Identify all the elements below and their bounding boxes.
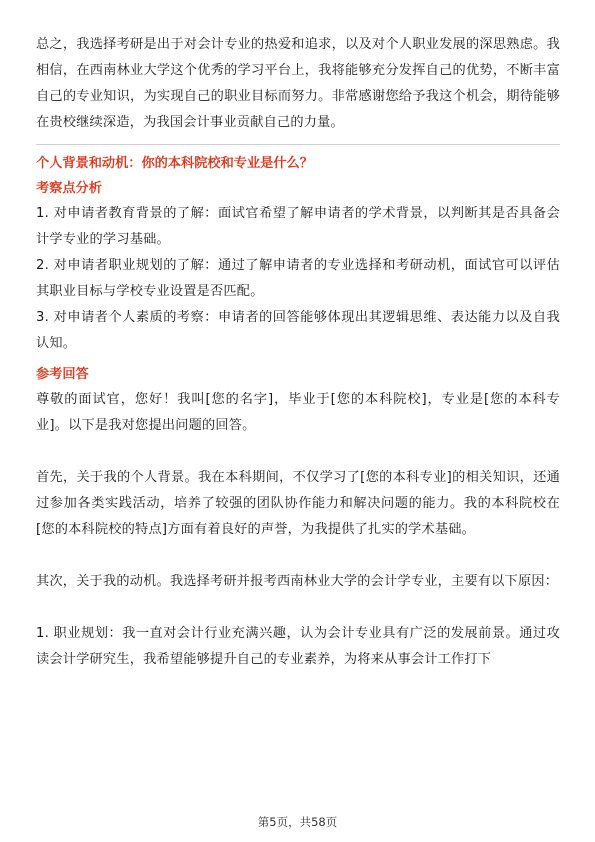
analysis-point-3: 3. 对申请者个人素质的考察：申请者的回答能够体现出其逻辑思维、表达能力以及自我认知。 bbox=[36, 310, 560, 351]
spacer bbox=[36, 543, 560, 569]
answer-paragraph-greeting: 尊敬的面试官，您好！我叫[您的名字]，毕业于[您的本科院校]，专业是[您的本科专业]。以下是我对您提出问题的回答。 bbox=[36, 392, 560, 433]
answer-paragraph-background: 首先，关于我的个人背景。我在本科期间，不仅学习了[您的本科专业]的相关知识，还通过参加各类实践活动，培养了较强的团队协作能力和解决问题的能力。我的本科院校在[您的本科院校的特点]方面有着良好的声誉，为我提供了扎实的学术基础。 bbox=[36, 470, 560, 537]
spacer bbox=[36, 595, 560, 621]
analysis-point-1: 1. 对申请者教育背景的了解：面试官希望了解申请者的学术背景，以判断其是否具备会计学专业的学习基础。 bbox=[36, 206, 560, 247]
spacer bbox=[36, 439, 560, 465]
section-divider bbox=[36, 144, 560, 145]
analysis-heading: 考察点分析 bbox=[36, 181, 102, 196]
answer-heading: 参考回答 bbox=[36, 367, 89, 382]
page-content bbox=[36, 32, 560, 673]
answer-paragraph-career-plan: 1. 职业规划：我一直对会计行业充满兴趣，认为会计专业具有广泛的发展前景。通过攻读会计学研究生，我希望能够提升自己的专业素养，为将来从事会计工作打下 bbox=[36, 626, 560, 667]
answer-paragraph-motivation: 其次，关于我的动机。我选择考研并报考西南林业大学的会计学专业，主要有以下原因： bbox=[36, 574, 559, 589]
analysis-point-2: 2. 对申请者职业规划的了解：通过了解申请者的专业选择和考研动机，面试官可以评估其职业目标与学校专业设置是否匹配。 bbox=[36, 258, 560, 299]
question-heading: 个人背景和动机：你的本科院校和专业是什么？ bbox=[36, 156, 313, 171]
intro-paragraph: 总之，我选择考研是出于对会计专业的热爱和追求，以及对个人职业发展的深思熟虑。我相信，在西南林业大学这个优秀的学习平台上，我将能够充分发挥自己的优势，不断丰富自己的专业知识，为实现自己的职业目标而努力。非常感谢您给予我这个机会，期待能够在贵校继续深造，为我国会计事业贡献自己的力量。 bbox=[36, 37, 560, 130]
page-number-footer: 第5页，共58页 bbox=[257, 815, 338, 829]
